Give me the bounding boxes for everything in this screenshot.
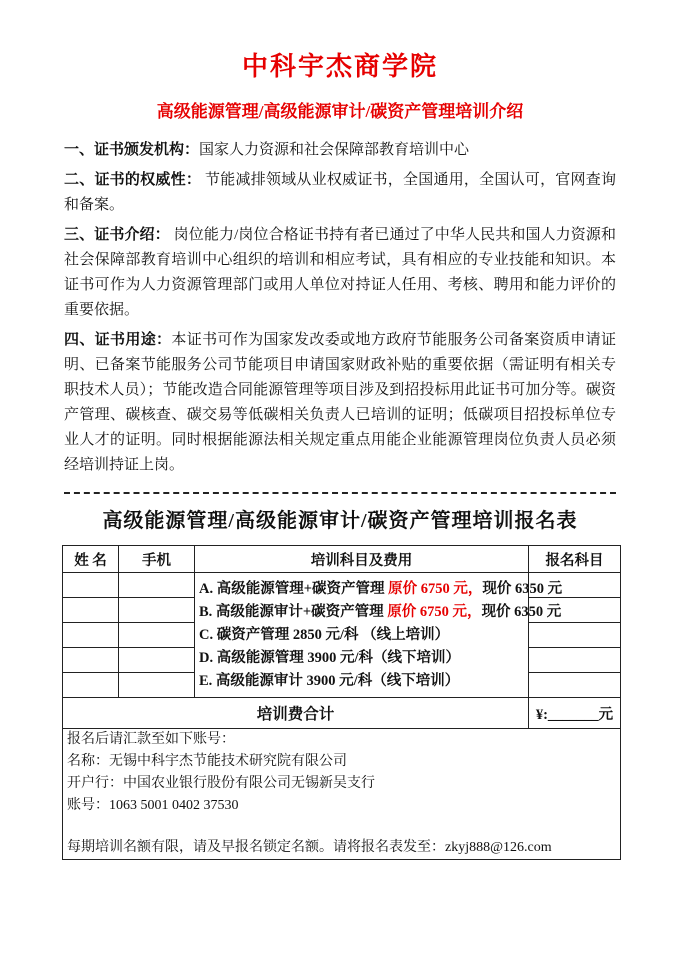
section-introduction <box>64 223 616 323</box>
subject-cell <box>529 648 621 673</box>
capacity-note: 每期培训名额有限，请及早报名锁定名额。请将报名表发至：zkyj888@126.com <box>67 840 552 855</box>
name-cell <box>63 573 119 598</box>
phone-cell <box>119 623 195 648</box>
section-text: 国家人力资源和社会保障部教育培训中心 <box>199 142 470 158</box>
subject-cell <box>529 673 621 698</box>
dashed-divider <box>64 492 616 494</box>
payment-account-number: 账号：1063 5001 0402 37530 <box>67 798 239 813</box>
course-original-price: 原价 6750 元， <box>387 603 482 620</box>
name-cell <box>63 598 119 623</box>
payment-info-cell <box>63 729 621 860</box>
course-text: D. 高级能源管理 3900 元/科（线下培训） <box>199 649 460 666</box>
section-text: 本证书可作为国家发改委或地方政府节能服务公司备案资质申请证明、已备案节能服务公司节能项目申请国家财政补贴的重要依据（需证明有相关专职技术人员）；节能改造合同能源管理等项目涉及到招投标用此证书可加分等。碳资产管理、碳核查、碳交易等低碳相关负责人已培训的证明；低碳项目招投标单位专业人才的证明。同时根据能源法相关规定重点用能企业能源管理岗位负责人员必须经培训持证上岗。 <box>64 332 616 473</box>
course-text: B. 高级能源审计+碳资产管理 <box>199 603 388 620</box>
phone-cell <box>119 573 195 598</box>
registration-form-title: 高级能源管理/高级能源审计/碳资产管理培训报名表 <box>102 510 578 532</box>
total-row <box>63 698 621 729</box>
registration-table <box>62 545 621 860</box>
section-label: 一、证书颁发机构： <box>64 142 200 158</box>
subject-cell <box>529 623 621 648</box>
total-amount-cell: ¥:_______元 <box>529 698 621 729</box>
subtitle: 高级能源管理/高级能源审计/碳资产管理培训介绍 <box>156 102 524 121</box>
course-text: A. 高级能源管理+碳资产管理 <box>199 580 389 597</box>
payment-company-name: 名称：无锡中科宇杰节能技术研究院有限公司 <box>67 754 347 769</box>
name-cell <box>63 623 119 648</box>
section-label: 四、证书用途： <box>64 332 172 348</box>
payment-intro: 报名后请汇款至如下账号： <box>67 732 235 747</box>
section-label: 三、证书介绍： <box>64 227 170 243</box>
total-label-cell: 培训费合计 <box>63 698 529 729</box>
main-title: 中科宇杰商学院 <box>241 52 438 81</box>
course-current-price: 现价 6350 元 <box>481 603 562 620</box>
course-text: E. 高级能源审计 3900 元/科（线下培训） <box>199 672 460 689</box>
header-phone: 手机 <box>119 546 195 573</box>
header-subject: 报名科目 <box>529 546 621 573</box>
table-header-row <box>63 546 621 573</box>
header-course-fee: 培训科目及费用 <box>195 546 529 573</box>
phone-cell <box>119 673 195 698</box>
header-name: 姓 名 <box>63 546 119 573</box>
phone-cell <box>119 598 195 623</box>
payment-bank: 开户行：中国农业银行股份有限公司无锡新吴支行 <box>67 776 375 791</box>
section-authority <box>64 168 616 218</box>
section-usage <box>64 328 616 478</box>
course-option-e <box>199 670 524 693</box>
section-text: 节能减排领域从业权威证书，全国通用，全国认可，官网查询和备案。 <box>64 172 616 213</box>
section-text: 岗位能力/岗位合格证书持有者已通过了中华人民共和国人力资源和社会保障部教育培训中心组织的培训和相应考试，具有相应的专业技能和知识。本证书可作为人力资源管理部门或用人单位对持证人任用、考核、聘用和能力评价的重要依据。 <box>64 227 616 318</box>
course-option-d <box>199 647 524 670</box>
course-original-price: 原价 6750 元， <box>388 580 483 597</box>
course-text: C. 碳资产管理 2850 元/科 （线上培训） <box>199 626 450 643</box>
phone-cell <box>119 648 195 673</box>
course-list-cell <box>195 573 563 698</box>
course-current-price: 现价 6350 元 <box>482 580 563 597</box>
section-label: 二、证书的权威性： <box>64 172 202 188</box>
course-option-a <box>199 578 563 601</box>
section-issuing-authority <box>64 138 616 163</box>
payment-row <box>63 729 621 860</box>
name-cell <box>63 648 119 673</box>
course-option-c <box>199 624 524 647</box>
table-row <box>63 573 621 598</box>
name-cell <box>63 673 119 698</box>
course-option-b <box>199 601 562 624</box>
